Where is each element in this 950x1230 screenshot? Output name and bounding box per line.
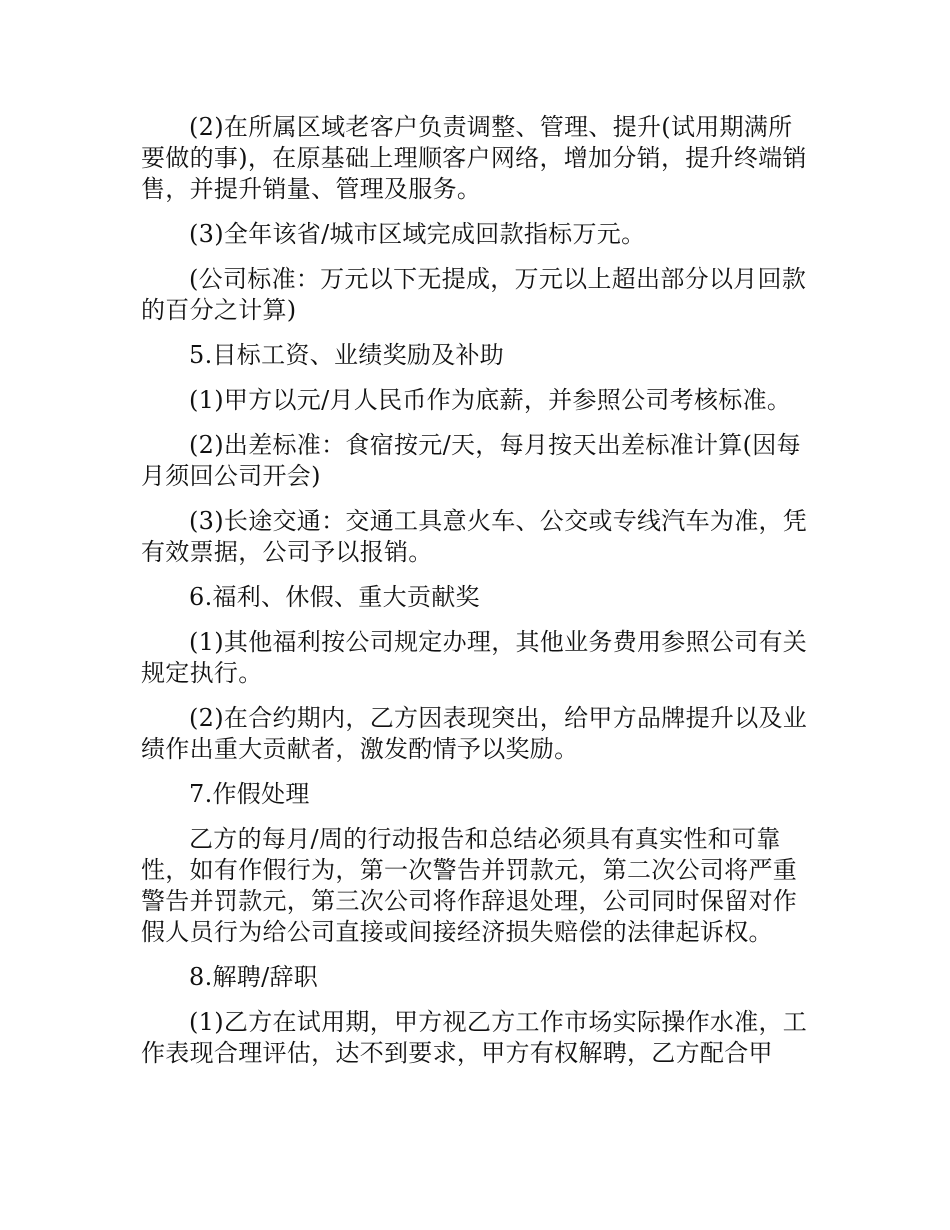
paragraph-5-2-travel-standard: (2)出差标准：食宿按元/天，每月按天出差标准计算(因每月须回公司开会) [141, 431, 801, 490]
paragraph-5-1-base-salary: (1)甲方以元/月人民币作为底薪，并参照公司考核标准。 [189, 386, 792, 414]
paragraph-6-1-other-welfare: (1)其他福利按公司规定办理，其他业务费用参照公司有关规定执行。 [141, 628, 808, 687]
paragraph-7-falsification-penalty: 乙方的每月/周的行动报告和总结必须具有真实性和可靠性，如有作假行为，第一次警告并罚款元，第二次公司将严重警告并罚款元，第三次公司将作辞退处理，公司同时保留对作假人员行为给公司直接或间接经济损失赔偿的法律起诉权。 [141, 825, 798, 946]
paragraph-3-annual-target: (3)全年该省/城市区域完成回款指标万元。 [189, 220, 646, 248]
heading-6-welfare-leave: 6.福利、休假、重大贡献奖 [189, 583, 480, 611]
heading-7-falsification: 7.作假处理 [189, 780, 310, 808]
paragraph-6-2-contribution-award: (2)在合约期内，乙方因表现突出，给甲方品牌提升以及业绩作出重大贡献者，激发酌情予以奖励。 [141, 704, 808, 763]
heading-5-salary-bonus: 5.目标工资、业绩奖励及补助 [189, 341, 505, 369]
paragraph-company-standard: (公司标准：万元以下无提成，万元以上超出部分以月回款的百分之计算) [141, 265, 807, 324]
paragraph-5-3-long-distance-transport: (3)长途交通：交通工具意火车、公交或专线汽车为准，凭有效票据，公司予以报销。 [141, 507, 808, 566]
paragraph-8-1-probation-dismissal: (1)乙方在试用期，甲方视乙方工作市场实际操作水准，工作表现合理评估，达不到要求，甲方有权解聘，乙方配合甲 [141, 1008, 808, 1067]
paragraph-2-regional-clients: (2)在所属区域老客户负责调整、管理、提升(试用期满所要做的事)，在原基础上理顺客户网络，增加分销，提升终端销售，并提升销量、管理及服务。 [141, 113, 807, 203]
document-body [141, 112, 809, 1083]
heading-8-dismissal-resignation: 8.解聘/辞职 [189, 963, 319, 991]
